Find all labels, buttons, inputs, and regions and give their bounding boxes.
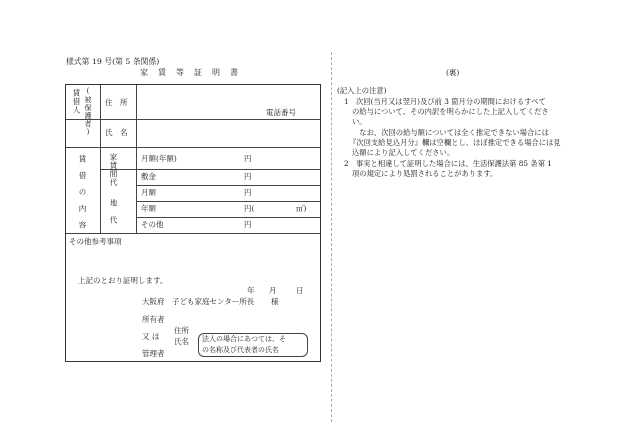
certificate-form bbox=[65, 84, 321, 362]
note-line: 込額により記入してください。 bbox=[352, 148, 455, 157]
tenant-sub-label: (被保護者) bbox=[84, 87, 92, 137]
yen-unit-4: 円 bbox=[244, 220, 252, 229]
area-unit: ㎡) bbox=[296, 204, 307, 213]
notes-heading: (記入上の注意) bbox=[337, 86, 387, 95]
other-rent-label: その他 bbox=[141, 220, 164, 229]
land-yearly-label: 年額 bbox=[141, 204, 156, 213]
land-monthly-label: 月額 bbox=[141, 188, 156, 197]
owner-address-label: 住所 bbox=[174, 326, 189, 335]
tenant-label: 賃借人 bbox=[72, 89, 81, 115]
deposit-label: 敷金 bbox=[141, 172, 156, 181]
yen-area-open: 円( bbox=[244, 204, 255, 213]
monthly-rent-label: 月額(年額) bbox=[141, 154, 177, 163]
note-line: い。 bbox=[352, 117, 367, 126]
note-line: 項の規定により処罰されることがあります。 bbox=[352, 169, 498, 178]
note-line: 2 事実と相違して証明した場合には、生活保護法第 85 条第 1 bbox=[344, 159, 552, 168]
form-number: 様式第 19 号(第 5 条関係) bbox=[66, 57, 160, 66]
note-line: なお、次回の給与額については全く推定できない場合には bbox=[352, 128, 549, 137]
date-year: 年 bbox=[247, 286, 255, 295]
note-line: の給与について、その内訳を明らかにした上記入してくださ bbox=[352, 107, 549, 116]
date-day: 日 bbox=[296, 286, 304, 295]
yen-unit-3: 円 bbox=[244, 188, 252, 197]
manager-label: 管理者 bbox=[142, 349, 165, 358]
back-label: (裏) bbox=[446, 68, 460, 77]
yen-unit-2: 円 bbox=[244, 172, 252, 181]
certify-text: 上記のとおり証明します。 bbox=[78, 276, 168, 285]
owner-name-label: 氏名 bbox=[174, 337, 189, 346]
house-rent-label: 家賃間代 bbox=[109, 153, 118, 187]
note-line: 1 次回(当月又は翌月)及び前 3 箇月分の期間におけるすべて bbox=[344, 97, 546, 106]
date-month: 月 bbox=[269, 286, 277, 295]
addressee-office: 子ども家庭センター所長 bbox=[172, 297, 255, 306]
or-label: 又 は bbox=[142, 332, 160, 341]
owner-label: 所有者 bbox=[142, 315, 165, 324]
land-rent-label: 地 代 bbox=[109, 199, 118, 225]
addressee-honorific: 様 bbox=[271, 297, 279, 306]
form-title: 家 賃 等 証 明 書 bbox=[140, 68, 239, 77]
corporate-note-line1: 法人の場合にあつては、そ bbox=[202, 335, 286, 343]
yen-unit-1: 円 bbox=[244, 154, 252, 163]
corporate-note-line2: の名称及び代表者の氏名 bbox=[202, 346, 279, 354]
rent-content-label: 賃借の内容 bbox=[78, 155, 87, 238]
name-label: 氏 名 bbox=[105, 128, 128, 137]
page-divider bbox=[331, 52, 332, 422]
address-label: 住 所 bbox=[105, 98, 128, 107]
note-line: 『次回支給見込月分』欄は空欄とし、ほぼ推定できる場合には見 bbox=[349, 138, 561, 147]
phone-label: 電話番号 bbox=[266, 108, 296, 117]
other-notes-label: その他参考事項 bbox=[69, 237, 122, 246]
addressee-pref: 大阪府 bbox=[142, 297, 165, 306]
